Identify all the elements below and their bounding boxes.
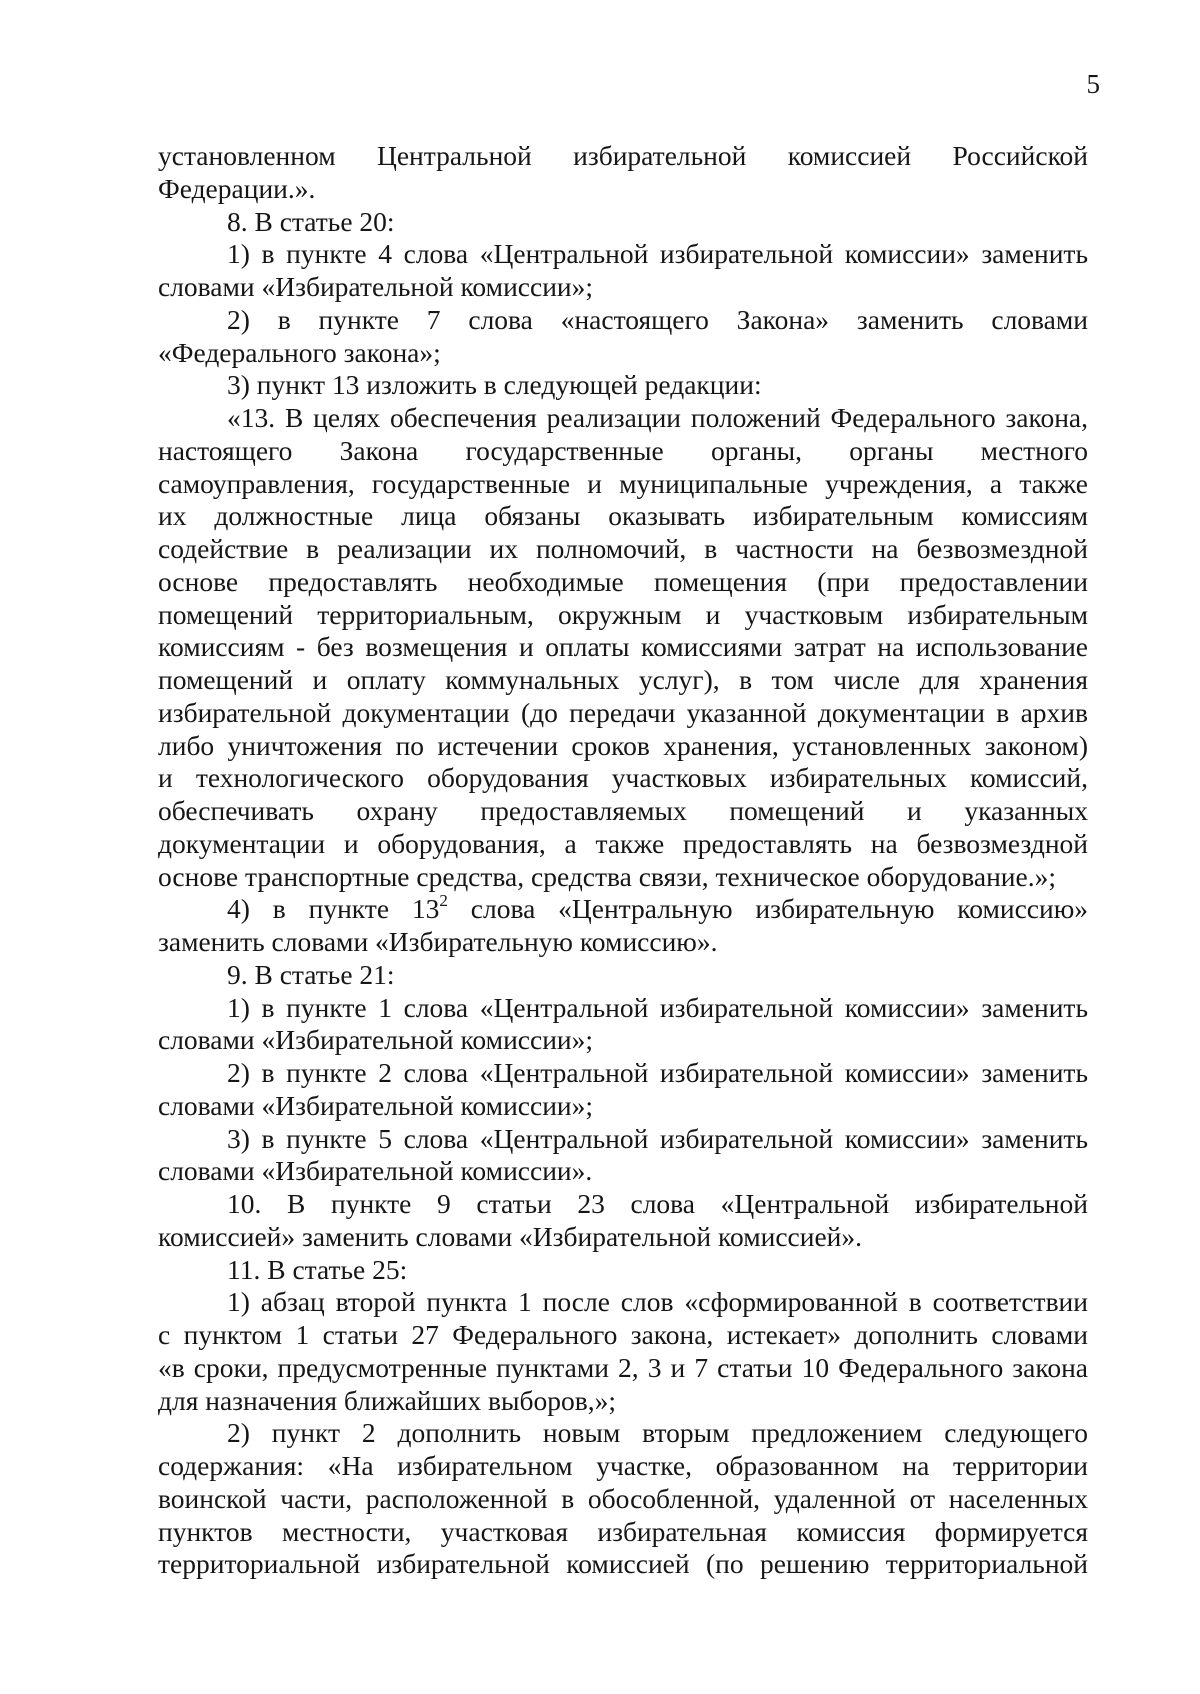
text-line: помещений территориальным, окружным и участковым избирательным [158, 598, 1088, 630]
text-line: 1) в пункте 4 слова «Центральной избирательной комиссии» заменить [227, 238, 1088, 270]
text-line: самоуправления, государственные и муниципальные учреждения, а также [158, 467, 1088, 499]
text-line: настоящего Закона государственные органы, органы местного [158, 434, 1088, 466]
text-line: воинской части, расположенной в обособленной, удаленной от населенных [158, 1482, 1088, 1514]
text-line: комиссией» заменить словами «Избирательной комиссией». [158, 1220, 862, 1252]
text-line: территориальной избирательной комиссией (по решению территориальной [158, 1548, 1088, 1580]
article-25-heading [158, 1254, 1088, 1287]
point-13-new-text [158, 402, 1088, 893]
text-line: 10. В пункте 9 статьи 23 слова «Центральной избирательной [227, 1188, 1088, 1219]
text-line: 2) в пункте 2 слова «Центральной избирательной комиссии» заменить [227, 1057, 1088, 1088]
text-line: содействие в реализации их полномочий, в частности на безвозмездной [158, 533, 1088, 564]
article-25-item-2 [158, 1417, 1088, 1581]
text-line: основе предоставлять необходимые помещения (при предоставлении [158, 565, 1088, 597]
text-line [158, 893, 1088, 926]
text-line: помещений и оплату коммунальных услуг), в том числе для хранения [158, 664, 1088, 695]
text-line: 1) абзац второй пункта 1 после слов «сформированной в соответствии [227, 1286, 1088, 1318]
text-line: 2) в пункте 7 слова «настоящего Закона» заменить словами [227, 303, 1088, 335]
text-line: словами «Избирательной комиссии»; [158, 1089, 594, 1121]
text-line: документации и оборудования, а также предоставлять на безвозмездной [158, 827, 1088, 859]
text-fragment: 4) в пункте 13 [227, 893, 440, 925]
text-line: установленном Центральной избирательной комиссией Российской [158, 140, 1088, 171]
text-line: словами «Избирательной комиссии». [158, 1155, 593, 1187]
text-line: «13. В целях обеспечения реализации положений Федерального закона, [227, 402, 1088, 433]
text-line: словами «Избирательной комиссии»; [158, 271, 594, 302]
text-line: избирательной документации (до передачи указанной документации в архив [158, 696, 1088, 728]
article-20-heading [158, 206, 1088, 239]
text-line: словами «Избирательной комиссии»; [158, 1024, 594, 1056]
text-line: с пунктом 1 статьи 27 Федерального закона, истекает» дополнить словами [158, 1319, 1088, 1350]
text-line: 3) пункт 13 изложить в следующей редакции: [227, 369, 762, 401]
text-line: обеспечивать охрану предоставляемых помещений и указанных [158, 795, 1088, 826]
text-line: основе транспортные средства, средства связи, техническое оборудование.»; [158, 860, 1056, 892]
article-21-item-1 [158, 992, 1088, 1058]
text-line: комиссиям - без возмещения и оплаты комиссиями затрат на использование [158, 631, 1088, 663]
text-line: заменить словами «Избирательную комиссию». [158, 926, 718, 957]
text-line: 3) в пункте 5 слова «Центральной избирательной комиссии» заменить [227, 1122, 1088, 1154]
article-21-item-2 [158, 1057, 1088, 1123]
article-21-heading [158, 959, 1088, 992]
text-line: для назначения ближайших выборов,»; [158, 1384, 616, 1416]
text-line: содержания: «На избирательном участке, образованном на территории [158, 1450, 1088, 1481]
text-line: пунктов местности, участковая избирательная комиссия формируется [158, 1515, 1088, 1547]
text-line: и технологического оборудования участковых избирательных комиссий, [158, 762, 1088, 794]
text-line: 9. В статье 21: [227, 958, 395, 990]
article-25-item-1 [158, 1286, 1088, 1417]
article-20-item-4 [158, 893, 1088, 959]
text-line: 1) в пункте 1 слова «Центральной избирательной комиссии» заменить [227, 991, 1088, 1023]
text-line: 8. В статье 20: [227, 205, 395, 237]
document-body [158, 140, 1088, 1581]
article-20-item-1 [158, 238, 1088, 304]
text-line: либо уничтожения по истечении сроков хранения, установленных законом) [158, 729, 1088, 761]
text-line: 11. В статье 25: [227, 1253, 408, 1285]
article-20-item-3 [158, 369, 1088, 402]
text-line: «Федерального закона»; [158, 336, 441, 368]
text-line: их должностные лица обязаны оказывать избирательным комиссиям [158, 500, 1088, 532]
page-number: 5 [1086, 69, 1100, 99]
text-line: «в сроки, предусмотренные пунктами 2, 3 и 7 статьи 10 Федерального закона [158, 1351, 1088, 1383]
text-fragment: слова «Центральную избирательную комиссию» [470, 893, 1088, 925]
text-line: 2) пункт 2 дополнить новым вторым предложением следующего [227, 1417, 1088, 1449]
article-23-amendment [158, 1188, 1088, 1254]
superscript: 2 [439, 891, 448, 911]
text-line: Федерации.». [158, 172, 316, 204]
article-21-item-3 [158, 1123, 1088, 1189]
article-20-item-2 [158, 304, 1088, 370]
paragraph-continuation [158, 140, 1088, 206]
